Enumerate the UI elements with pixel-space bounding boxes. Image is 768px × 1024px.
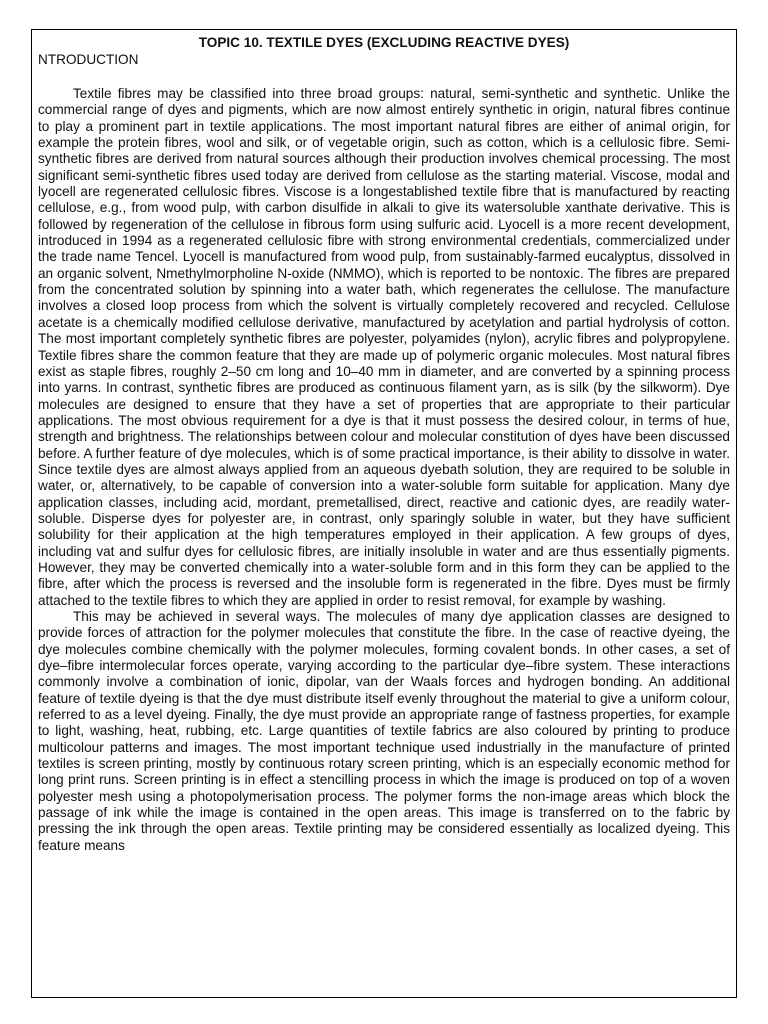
document-page [31, 29, 737, 998]
section-heading: NTRODUCTION [38, 52, 139, 67]
body-paragraph-2: This may be achieved in several ways. The molecules of many dye application classes are designed to provide forces of attraction for the polymer molecules that constitute the fibre. In the case of reactive dyeing, the dye molecules combine chemically with the polymer molecules, forming covalent bonds. In other cases, a set of dye–fibre intermolecular forces operate, varying according to the particular dye–fibre system. These interactions commonly involve a combination of ionic, dipolar, van der Waals forces and hydrogen bonding. An additional feature of textile dyeing is that the dye must distribute itself evenly throughout the material to give a uniform colour, referred to as a level dyeing. Finally, the dye must provide an appropriate range of fastness properties, for example to light, washing, heat, rubbing, etc. Large quantities of textile fabrics are also coloured by printing to produce multicolour patterns and images. The most important technique used industrially in the manufacture of printed textiles is screen printing, mostly by continuous rotary screen printing, which is an especially economic method for long print runs. Screen printing is in effect a stencilling process in which the image is produced on top of a woven polyester mesh using a photopolymerisation process. The polymer forms the non-image areas which block the passage of ink while the image is contained in the open areas. This image is transferred on to the fabric by pressing the ink through the open areas. Textile printing may be considered essentially as localized dyeing. This feature means [38, 609, 730, 853]
document-title: TOPIC 10. TEXTILE DYES (EXCLUDING REACTIVE DYES) [198, 35, 570, 50]
body-paragraph-1: Textile fibres may be classified into three broad groups: natural, semi-synthetic and synthetic. Unlike the commercial range of dyes and pigments, which are now almost entirely synthetic in origin, natural fibres continue to play a prominent part in textile applications. The most important natural fibres are either of animal origin, for example the protein fibres, wool and silk, or of vegetable origin, such as cotton, which is a cellulosic fibre. Semi-synthetic fibres are derived from natural sources although their production involves chemical processing. The most significant semi-synthetic fibres used today are derived from cellulose as the starting material. Viscose, modal and lyocell are regenerated cellulosic fibres. Viscose is a longestablished textile fibre that is manufactured by reacting cellulose, e.g., from wood pulp, with carbon disulfide in alkali to give its watersoluble xanthate derivative. This is followed by regeneration of the cellulose in fibrous form using sulfuric acid. Lyocell is a more recent development, introduced in 1994 as a regenerated cellulosic fibre with strong environmental credentials, commercialized under the trade name Tencel. Lyocell is manufactured from wood pulp, from sustainably-farmed eucalyptus, dissolved in an organic solvent, Nmethylmorpholine N-oxide (NMMO), which is reported to be nontoxic. The fibres are prepared from the concentrated solution by spinning into a water bath, which regenerates the cellulose. The manufacture involves a closed loop process from which the solvent is virtually completely recovered and recycled. Cellulose acetate is a chemically modified cellulose derivative, manufactured by acetylation and partial hydrolysis of cotton. The most important completely synthetic fibres are polyester, polyamides (nylon), acrylic fibres and polypropylene. Textile fibres share the common feature that they are made up of polymeric organic molecules. Most natural fibres exist as staple fibres, roughly 2–50 cm long and 10–40 mm in diameter, and are converted by a spinning process into yarns. In contrast, synthetic fibres are produced as continuous filament yarn, as is silk (by the silkworm). Dye molecules are designed to ensure that they have a set of properties that are appropriate to their particular applications. The most obvious requirement for a dye is that it must possess the desired colour, in terms of hue, strength and brightness. The relationships between colour and molecular constitution of dyes have been discussed before. A further feature of dye molecules, which is of some practical importance, is their ability to dissolve in water. Since textile dyes are almost always applied from an aqueous dyebath solution, they are required to be soluble in water, or, alternatively, to be capable of conversion into a water-soluble form suitable for application. Many dye application classes, including acid, mordant, premetallised, direct, reactive and cationic dyes, are readily water-soluble. Disperse dyes for polyester are, in contrast, only sparingly soluble in water, but they have sufficient solubility for their application at the high temperatures employed in their application. A few groups of dyes, including vat and sulfur dyes for cellulosic fibres, are initially insoluble in water and are thus essentially pigments. However, they may be converted chemically into a water-soluble form and in this form they can be applied to the fibre, after which the process is reversed and the insoluble form is regenerated in the fibre. Dyes must be firmly attached to the textile fibres to which they are applied in order to resist removal, for example by washing. [38, 86, 730, 608]
